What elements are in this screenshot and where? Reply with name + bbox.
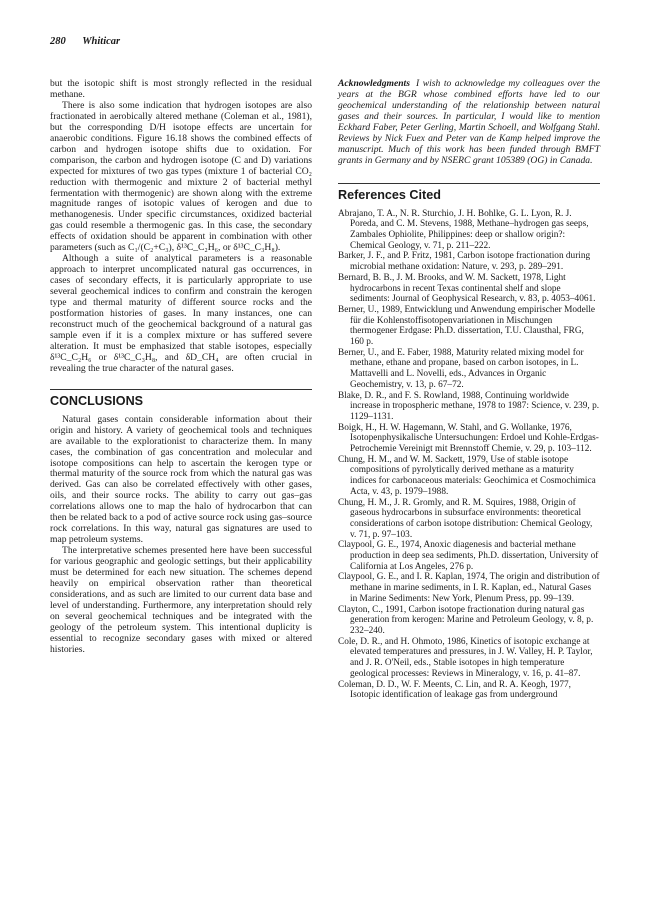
reference-item: Coleman, D. D., W. F. Meents, C. Lin, and R. A. Keogh, 1977, Isotopic identification of leakage gas from underground [338, 679, 571, 701]
reference-item: Abrajano, T. A., N. R. Sturchio, J. H. Bohlke, G. L. Lyon, R. J. Poreda, and C. M. Stevens, 1988, Methane–hydrogen gas seeps, Zambales Ophiolite, Philippines: deep or shallow origin?: Chemical Geology, v. 71, p. 211–222. [338, 208, 589, 251]
reference-item: Berner, U., 1989, Entwicklung und Anwendung empirischer Modelle für die Kohlenstoffisotopenvariationen in Mischungen thermogener Erdgase: Ph.D. dissertation, T.U. Clausthal, FRG, 160 p. [338, 304, 596, 348]
reference-item: Clayton, C., 1991, Carbon isotope fractionation during natural gas generation from kerogen: Marine and Petroleum Geology, v. 8, p. 232–240. [338, 604, 594, 636]
page-number: 280 [50, 36, 66, 47]
conclusions-heading: CONCLUSIONS [50, 393, 144, 408]
right-column [338, 79, 600, 701]
conclusions-paragraph: Natural gases contain considerable information about their origin and history. A variety of geochemical tools and techniques are available to the explorationist to characterize them. In many cases, the combination of gas concentration and molecular and isotope compositions can help to ascertain the kerogen type or thermal maturity of the source rock from which the natural gas was derived. Gas can also be correlated effectively with other gases, oils, and their source rocks. The ability to carry out gas–gas correlations allows one to map the halo of hydrocarbon that can then be related back to a pod of active source rock using gas–source rock correlations. In this way, natural gas signatures are used to map petroleum systems. [50, 413, 312, 546]
reference-item: Barker, J. F., and P. Fritz, 1981, Carbon isotope fractionation during microbial methane oxidation: Nature, v. 293, p. 289–291. [338, 251, 591, 273]
reference-item: Chung, H. M., and W. M. Sackett, 1979, Use of stable isotope compositions of pyrolytically derived methane as a maturity indices for carbonaceous materials: Geochimica et Cosmochimica Acta, v. 43, p. 1979–1988. [338, 454, 596, 497]
reference-item: Berner, U., and E. Faber, 1988, Maturity related mixing model for methane, ethane and propane, based on carbon isotopes, in L. Mattavelli and L. Novelli, eds., Advances in Organic Geochemistry, v. 13, p. 67–72. [338, 347, 584, 390]
running-header [50, 36, 120, 47]
reference-item: Chung, H. M., J. R. Gromly, and R. M. Squires, 1988, Origin of gaseous hydrocarbons in subsurface environments: theoretical considerations of carbon isotope distribution: Chemical Geology, v. 71, p. 97–103. [338, 497, 593, 540]
references-heading: References Cited [338, 187, 441, 202]
section-divider [50, 389, 312, 390]
body-paragraph: Although a suite of analytical parameters is a reasonable approach to interpret uncomplicated natural gas occurrences, in cases of secondary effects, it is particularly appropriate to use several geochemical indices to confirm and constrain the kerogen type and thermal maturity of different source rocks and the postformation histories of gases. In many instances, one can reconstruct much of the geochemical background of a natural gas sample even if it is a complex mixture or has suffered severe alteration. It must be emphasized that stable isotopes, especially δ¹³C_C₂H₆ or δ¹³C_C₃H₈, and δD_CH₄ are often crucial in revealing the true character of the natural gases. [50, 253, 312, 374]
reference-item: Cole, D. R., and H. Ohmoto, 1986, Kinetics of isotopic exchange at elevated temperatures and pressures, in J. W. Valley, H. P. Taylor, and J. R. O'Neil, eds., Stable isotopes in high temperature geological processes: Reviews in Mineralogy, v. 16, p. 41–87. [338, 636, 593, 679]
acknowledgments-heading: Acknowledgments [338, 78, 410, 89]
reference-item: Blake, D. R., and F. S. Rowland, 1988, Continuing worldwide increase in tropospheric methane, 1978 to 1987: Science, v. 239, p. 1129–1131. [338, 390, 600, 422]
running-title: Whiticar [82, 36, 121, 47]
reference-list [338, 209, 600, 701]
body-paragraph: but the isotopic shift is most strongly reflected in the residual methane. [50, 78, 312, 100]
conclusions-paragraph: The interpretative schemes presented here have been successful for various geographic and geologic settings, but their applicability must be determined for each new situation. The schemes depend heavily on empirical observation rather than theoretical considerations, and as such are limited to our current data base and level of understanding. Furthermore, any interpretation should rely on several geochemical techniques and be integrated with the geology of the petroleum system. This intentional duplicity is essential to recognize secondary gases with mixed or altered histories. [50, 545, 312, 655]
reference-item: Boigk, H., H. W. Hagemann, W. Stahl, and G. Wollanke, 1976, Isotopenphysikalische Untersuchungen: Erdoel und Kohle-Erdgas-Petrochemie Vereinigt mit Brennstoff Chemie, v. 29, p. 103–112. [338, 422, 599, 455]
body-paragraph: There is also some indication that hydrogen isotopes are also fractionated in aerobically altered methane (Coleman et al., 1981), but the corresponding D/H isotope effects are uncertain for anaerobic conditions. Figure 16.18 shows the combined effects of carbon and hydrogen isotope shifts due to oxidation. For comparison, the carbon and hydrogen isotope (C and D) variations expected for mixtures of two gas types (mixture 1 of bacterial CO₂ reduction with thermogenic and mixture 2 of bacterial methyl fermentation with thermogenic) are shown along with the extreme magnitude ranges of isotopic values of kerogen and due to methanogenesis. Under specific circumstances, oxidized bacterial gas could resemble a thermogenic gas. In this case, the secondary effects of oxidation should be apparent in combination with other parameters (such as C₁/(C₂+C₃), δ¹³C_C₂H₆, or δ¹³C_C₃H₈). [50, 99, 312, 254]
reference-item: Claypool, G. E., 1974, Anoxic diagenesis and bacterial methane production in deep sea sediments, Ph.D. dissertation, University of California at Los Angeles, 276 p. [338, 540, 599, 572]
left-column [50, 79, 312, 656]
section-divider [338, 183, 600, 184]
reference-item: Claypool, G. E., and I. R. Kaplan, 1974, The origin and distribution of methane in marine sediments, in I. R. Kaplan, ed., Natural Gases in Marine Sediments: New York, Plenum Press, pp. 99–139. [338, 572, 600, 604]
acknowledgments [338, 79, 600, 167]
acknowledgments-text: I wish to acknowledge my colleagues over the years at the BGR whose combined efforts have led to our geochemical understanding of the relationship between natural gases and their sources. In particular, I would like to mention Eckhard Faber, Peter Gerling, Martin Schoell, and Wolfgang Stahl. Reviews by Nick Fuex and Peter van de Kamp helped improve the manuscript. Much of this work has been funded through BMFT grants in Germany and by NSERC grant 105389 (OG) in Canada. [338, 78, 600, 166]
reference-item: Bernard, B. B., J. M. Brooks, and W. M. Sackett, 1978, Light hydrocarbons in recent Texas continental shelf and slope sediments: Journal of Geophysical Research, v. 83, p. 4053–4061. [338, 272, 596, 305]
